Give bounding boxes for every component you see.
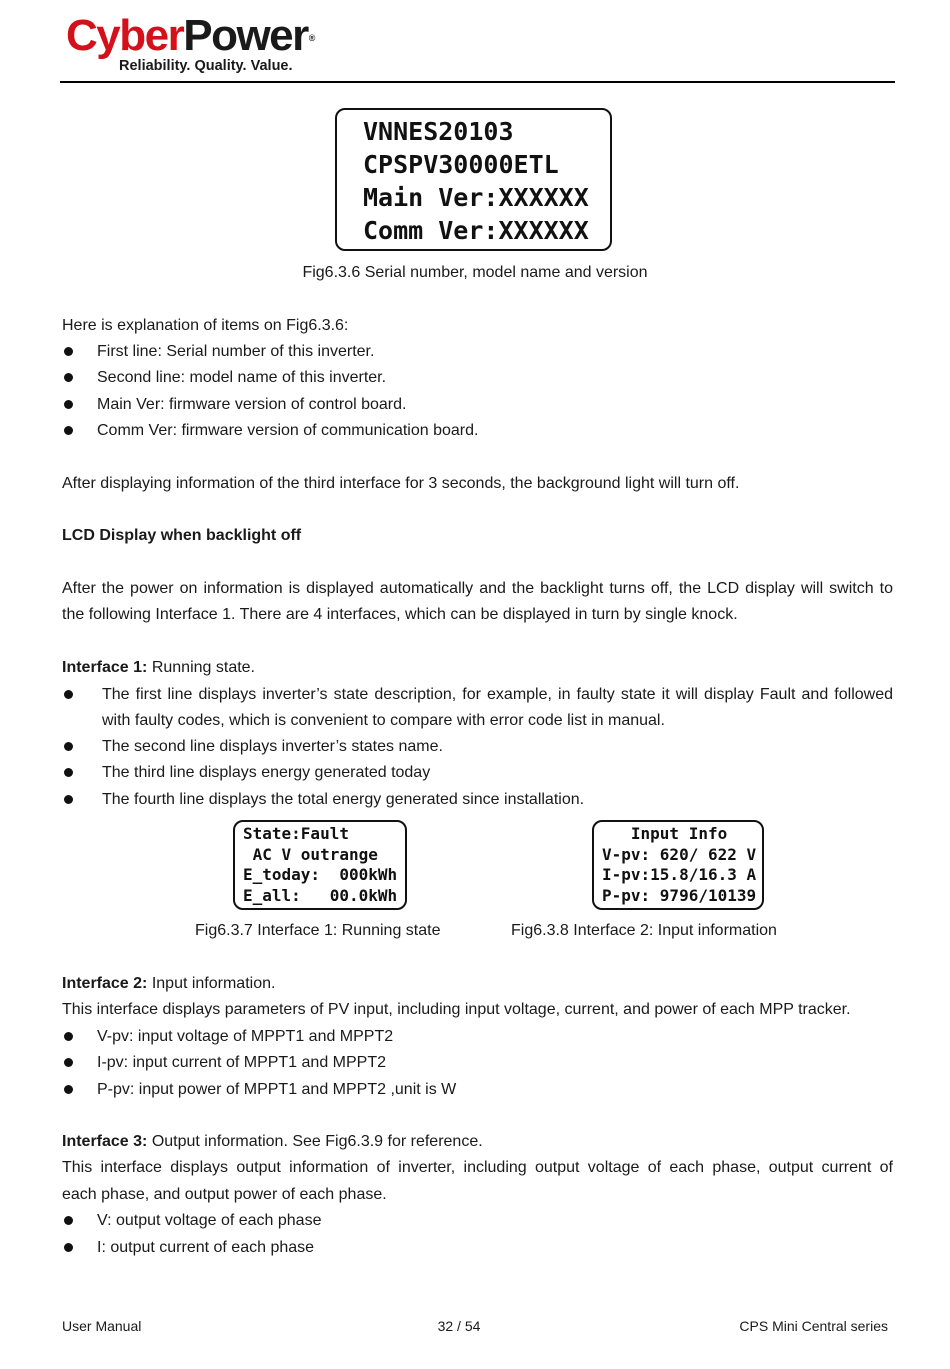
logo-wordmark — [66, 12, 313, 60]
interface-desc: Output information. See Fig6.3.9 for reference. — [147, 1133, 483, 1150]
interface-2-intro — [62, 974, 275, 994]
paragraph-line: This interface displays output information of inverter, including output voltage of each phase, output current of — [62, 1159, 893, 1176]
list-item: V-pv: input voltage of MPPT1 and MPPT2 — [97, 1028, 394, 1045]
lcd-line: I-pv:15.8/16.3 A — [602, 865, 757, 885]
lcd-line: Input Info — [602, 824, 728, 843]
list-item: First line: Serial number of this inverter. — [97, 343, 375, 360]
paragraph-line: the following Interface 1. There are 4 interfaces, which can be displayed in turn by single knock. — [62, 606, 738, 623]
lcd-display-version — [335, 108, 612, 251]
bullet-icon — [64, 768, 73, 777]
footer-left: User Manual — [62, 1318, 142, 1334]
list-item: Main Ver: firmware version of control board. — [97, 396, 407, 413]
paragraph-line: After the power on information is displayed automatically and the backlight turns off, the LCD display will switch to — [62, 580, 893, 597]
interface-desc: Running state. — [147, 659, 255, 676]
lcd-line: Main Ver:XXXXXX — [363, 183, 589, 212]
header-divider — [60, 81, 895, 83]
bullet-icon — [64, 1243, 73, 1252]
page-number: 32 / 54 — [437, 1318, 481, 1334]
cyberpower-logo — [66, 11, 314, 74]
list-item-continued: with faulty codes, which is convenient to compare with error code list in manual. — [102, 712, 665, 729]
lcd-line: E_all: 00.0kWh — [243, 885, 398, 905]
fig-caption: Fig6.3.6 Serial number, model name and version — [302, 264, 648, 281]
list-item: The first line displays inverter’s state description, for example, in faulty state it will display Fault and followed — [102, 686, 893, 703]
lcd-line: P-pv: 9796/10139 — [602, 885, 757, 905]
paragraph: Here is explanation of items on Fig6.3.6: — [62, 317, 349, 334]
paragraph-line: each phase, and output power of each phase. — [62, 1186, 387, 1203]
bullet-icon — [64, 795, 73, 804]
bullet-icon — [64, 1085, 73, 1094]
paragraph: This interface displays parameters of PV input, including input voltage, current, and power of each MPP tracker. — [62, 1001, 851, 1018]
lcd-line: Comm Ver:XXXXXX — [363, 216, 589, 245]
list-item: P-pv: input power of MPPT1 and MPPT2 ,unit is W — [97, 1081, 457, 1098]
fig-caption: Fig6.3.8 Interface 2: Input information — [511, 922, 777, 939]
bullet-icon — [64, 1032, 73, 1041]
list-item: Second line: model name of this inverter. — [97, 369, 387, 386]
paragraph: After displaying information of the third interface for 3 seconds, the background light will turn off. — [62, 475, 740, 492]
bullet-icon — [64, 426, 73, 435]
interface-label: Interface 3: — [62, 1133, 148, 1150]
list-item: Comm Ver: firmware version of communication board. — [97, 422, 479, 439]
lcd-line: E_today: 000kWh — [243, 865, 398, 885]
lcd-display-running-state — [233, 820, 407, 910]
logo-cyber: Cyber — [66, 11, 184, 60]
list-item: The fourth line displays the total energy generated since installation. — [102, 791, 585, 808]
list-item: V: output voltage of each phase — [97, 1212, 322, 1229]
interface-1-intro — [62, 658, 255, 678]
bullet-icon — [64, 1058, 73, 1067]
interface-3-intro — [62, 1132, 483, 1152]
lcd-line: AC V outrange — [243, 844, 378, 864]
list-item: I-pv: input current of MPPT1 and MPPT2 — [97, 1054, 387, 1071]
logo-trademark: ® — [308, 33, 314, 43]
footer-right: CPS Mini Central series — [739, 1318, 888, 1334]
section-heading: LCD Display when backlight off — [62, 527, 302, 544]
bullet-icon — [64, 1216, 73, 1225]
fig-caption: Fig6.3.7 Interface 1: Running state — [195, 922, 441, 939]
interface-label: Interface 2: — [62, 975, 148, 992]
lcd-line: VNNES20103 — [363, 117, 514, 146]
logo-power: Power — [183, 11, 308, 60]
interface-desc: Input information. — [147, 975, 276, 992]
logo-tagline: Reliability. Quality. Value. — [119, 58, 293, 74]
lcd-line: CPSPV30000ETL — [363, 150, 559, 179]
lcd-line: State:Fault — [243, 824, 349, 843]
bullet-icon — [64, 742, 73, 751]
list-item: The third line displays energy generated today — [102, 764, 431, 781]
list-item: I: output current of each phase — [97, 1239, 315, 1256]
bullet-icon — [64, 373, 73, 382]
interface-label: Interface 1: — [62, 659, 148, 676]
lcd-display-input-info — [592, 820, 764, 910]
bullet-icon — [64, 400, 73, 409]
bullet-icon — [64, 690, 73, 699]
bullet-icon — [64, 347, 73, 356]
list-item: The second line displays inverter’s states name. — [102, 738, 443, 755]
lcd-line: V-pv: 620/ 622 V — [602, 844, 757, 864]
